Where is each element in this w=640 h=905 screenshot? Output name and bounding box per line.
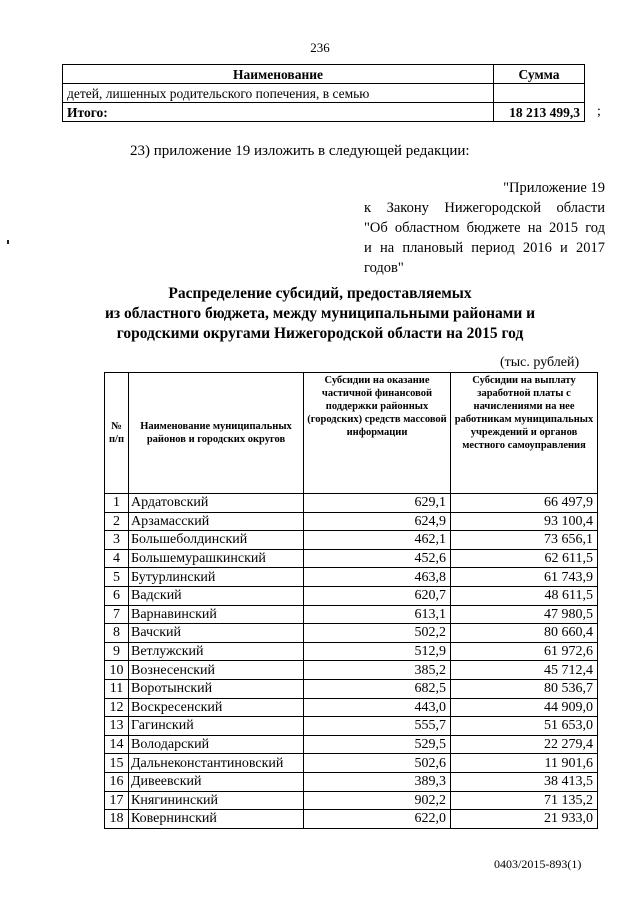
previous-table bbox=[62, 64, 585, 122]
title-line: из областного бюджета, между муниципальными районами и bbox=[104, 305, 536, 322]
table-row bbox=[105, 754, 598, 773]
row-number: 18 bbox=[105, 810, 129, 829]
district-header: Наименование муниципальных районов и городских округов bbox=[129, 373, 304, 494]
row-number: 5 bbox=[105, 568, 129, 587]
table-row bbox=[105, 494, 598, 513]
num-header: № п/п bbox=[105, 373, 129, 494]
salary-subsidy-value: 80 536,7 bbox=[451, 679, 598, 698]
row-number: 8 bbox=[105, 624, 129, 643]
table-body bbox=[105, 494, 598, 829]
media-subsidy-value: 629,1 bbox=[304, 494, 451, 513]
table-row bbox=[105, 735, 598, 754]
salary-subsidy-value: 62 611,5 bbox=[451, 549, 598, 568]
row-number: 3 bbox=[105, 531, 129, 550]
total-label: Итого: bbox=[63, 103, 494, 122]
salary-subsidy-value: 48 611,5 bbox=[451, 586, 598, 605]
row-number: 13 bbox=[105, 717, 129, 736]
media-subsidy-value: 624,9 bbox=[304, 512, 451, 531]
previous-table-row bbox=[63, 84, 585, 103]
table-row bbox=[105, 791, 598, 810]
salary-subsidy-value: 11 901,6 bbox=[451, 754, 598, 773]
table-row bbox=[105, 642, 598, 661]
appendix-line: и на плановый период 2016 и 2017 bbox=[364, 240, 605, 256]
sum-header: Сумма bbox=[494, 65, 585, 84]
media-subsidy-value: 902,2 bbox=[304, 791, 451, 810]
title-line: Распределение субсидий, предоставляемых bbox=[168, 285, 472, 302]
table-row bbox=[105, 810, 598, 829]
previous-table-header bbox=[63, 65, 585, 84]
row-name: детей, лишенных родительского попечения, в семью bbox=[63, 84, 494, 103]
media-subsidy-value: 502,2 bbox=[304, 624, 451, 643]
salary-subsidy-value: 45 712,4 bbox=[451, 661, 598, 680]
table-row bbox=[105, 586, 598, 605]
table-row bbox=[105, 549, 598, 568]
district-name: Гагинский bbox=[129, 717, 304, 736]
table-row bbox=[105, 605, 598, 624]
row-number: 9 bbox=[105, 642, 129, 661]
row-number: 7 bbox=[105, 605, 129, 624]
salary-subsidy-value: 21 933,0 bbox=[451, 810, 598, 829]
district-name: Воскресенский bbox=[129, 698, 304, 717]
row-number: 10 bbox=[105, 661, 129, 680]
table-row bbox=[105, 717, 598, 736]
salary-subsidy-value: 44 909,0 bbox=[451, 698, 598, 717]
table-row bbox=[105, 568, 598, 587]
row-number: 4 bbox=[105, 549, 129, 568]
district-name: Ковернинский bbox=[129, 810, 304, 829]
subsidies-table bbox=[104, 372, 598, 829]
salary-subsidy-value: 93 100,4 bbox=[451, 512, 598, 531]
media-subsidy-value: 622,0 bbox=[304, 810, 451, 829]
table-row bbox=[105, 698, 598, 717]
salary-subsidy-value: 80 660,4 bbox=[451, 624, 598, 643]
media-subsidy-header: Субсидии на оказание частичной финансовой поддержки районных (городских) средств массовой информации bbox=[304, 373, 451, 494]
name-header: Наименование bbox=[63, 65, 494, 84]
district-name: Вадский bbox=[129, 586, 304, 605]
table-row bbox=[105, 661, 598, 680]
table-row bbox=[105, 512, 598, 531]
district-name: Арзамасский bbox=[129, 512, 304, 531]
row-number: 16 bbox=[105, 772, 129, 791]
trailing-semicolon: ; bbox=[597, 104, 601, 119]
row-number: 1 bbox=[105, 494, 129, 513]
media-subsidy-value: 452,6 bbox=[304, 549, 451, 568]
document-code: 0403/2015-893(1) bbox=[494, 857, 582, 871]
appendix-line: к Закону Нижегородской области bbox=[364, 200, 605, 216]
district-name: Ардатовский bbox=[129, 494, 304, 513]
title-line: городскими округами Нижегородской области на 2015 год bbox=[116, 325, 524, 342]
salary-subsidy-value: 71 135,2 bbox=[451, 791, 598, 810]
district-name: Варнавинский bbox=[129, 605, 304, 624]
page-number: 236 bbox=[310, 40, 330, 55]
amendment-text: 23) приложение 19 изложить в следующей редакции: bbox=[130, 143, 470, 159]
total-sum: 18 213 499,3 bbox=[494, 103, 585, 122]
row-number: 12 bbox=[105, 698, 129, 717]
salary-subsidy-value: 47 980,5 bbox=[451, 605, 598, 624]
appendix-line: "Приложение 19 bbox=[503, 180, 605, 196]
row-number: 17 bbox=[105, 791, 129, 810]
appendix-reference bbox=[364, 178, 605, 278]
district-name: Вознесенский bbox=[129, 661, 304, 680]
document-title bbox=[90, 284, 550, 344]
salary-subsidy-value: 61 743,9 bbox=[451, 568, 598, 587]
media-subsidy-value: 502,6 bbox=[304, 754, 451, 773]
total-row bbox=[63, 103, 585, 122]
media-subsidy-value: 463,8 bbox=[304, 568, 451, 587]
row-number: 11 bbox=[105, 679, 129, 698]
table-row bbox=[105, 531, 598, 550]
row-number: 15 bbox=[105, 754, 129, 773]
row-number: 6 bbox=[105, 586, 129, 605]
table-row bbox=[105, 772, 598, 791]
table-header-row bbox=[105, 373, 598, 494]
salary-subsidy-value: 51 653,0 bbox=[451, 717, 598, 736]
salary-subsidy-header: Субсидии на выплату заработной платы с начислениями на нее работникам муниципальных учреждений и органов местного самоуправления bbox=[451, 373, 598, 494]
media-subsidy-value: 389,3 bbox=[304, 772, 451, 791]
row-number: 2 bbox=[105, 512, 129, 531]
district-name: Дивеевский bbox=[129, 772, 304, 791]
media-subsidy-value: 529,5 bbox=[304, 735, 451, 754]
salary-subsidy-value: 38 413,5 bbox=[451, 772, 598, 791]
district-name: Бутурлинский bbox=[129, 568, 304, 587]
district-name: Княгининский bbox=[129, 791, 304, 810]
media-subsidy-value: 512,9 bbox=[304, 642, 451, 661]
scan-mark bbox=[7, 240, 9, 244]
row-number: 14 bbox=[105, 735, 129, 754]
media-subsidy-value: 682,5 bbox=[304, 679, 451, 698]
media-subsidy-value: 620,7 bbox=[304, 586, 451, 605]
district-name: Ветлужский bbox=[129, 642, 304, 661]
media-subsidy-value: 443,0 bbox=[304, 698, 451, 717]
district-name: Дальнеконстантиновский bbox=[129, 754, 304, 773]
unit-label: (тыс. рублей) bbox=[500, 355, 580, 370]
table-row bbox=[105, 679, 598, 698]
salary-subsidy-value: 22 279,4 bbox=[451, 735, 598, 754]
media-subsidy-value: 613,1 bbox=[304, 605, 451, 624]
salary-subsidy-value: 61 972,6 bbox=[451, 642, 598, 661]
district-name: Большемурашкинский bbox=[129, 549, 304, 568]
row-sum bbox=[494, 84, 585, 103]
district-name: Большеболдинский bbox=[129, 531, 304, 550]
appendix-line: годов" bbox=[364, 260, 404, 276]
media-subsidy-value: 555,7 bbox=[304, 717, 451, 736]
media-subsidy-value: 385,2 bbox=[304, 661, 451, 680]
table-row bbox=[105, 624, 598, 643]
salary-subsidy-value: 73 656,1 bbox=[451, 531, 598, 550]
appendix-line: "Об областном бюджете на 2015 год bbox=[364, 220, 605, 236]
district-name: Володарский bbox=[129, 735, 304, 754]
salary-subsidy-value: 66 497,9 bbox=[451, 494, 598, 513]
district-name: Вачский bbox=[129, 624, 304, 643]
district-name: Воротынский bbox=[129, 679, 304, 698]
media-subsidy-value: 462,1 bbox=[304, 531, 451, 550]
